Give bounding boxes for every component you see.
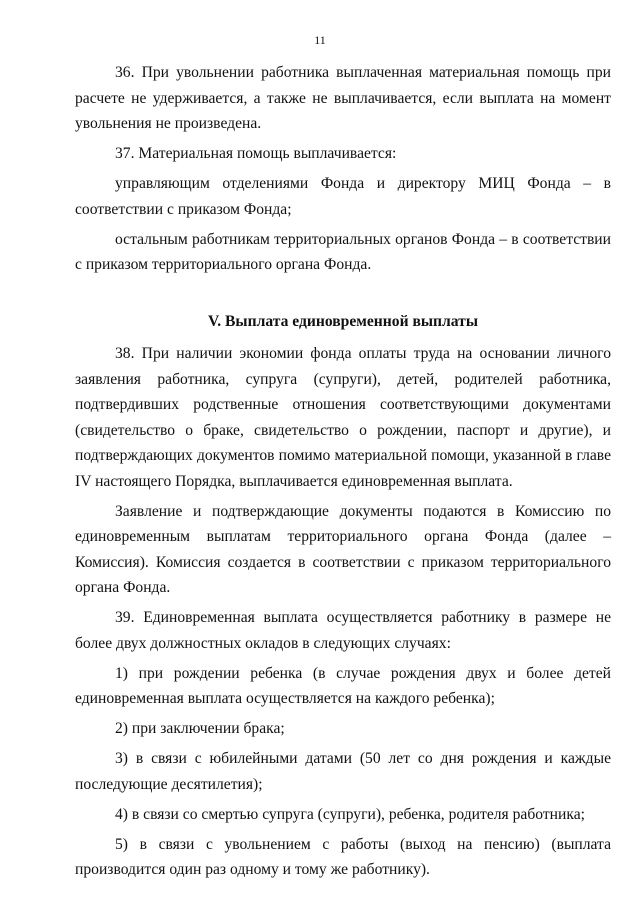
paragraph-38-application: Заявление и подтверждающие документы подаются в Комиссию по единовременным выплатам территориального органа Фонда (далее – Комиссия). Комиссия создается в соответствии с приказом территориального органа Фонда. (75, 502, 611, 596)
section-heading: V. Выплата единовременной выплаты (207, 312, 479, 330)
paragraph-39: 39. Единовременная выплата осуществляется работнику в размере не более двух должностных окладов в следующих случаях: (75, 609, 611, 652)
paragraph-36: 36. При увольнении работника выплаченная материальная помощь при расчете не удерживается, а также не выплачивается, если выплата на момент увольнения не произведена. (75, 64, 611, 132)
paragraph-37: 37. Материальная помощь выплачивается: (115, 145, 397, 162)
page-number: 11 (314, 33, 326, 47)
paragraph-39-item-1: 1) при рождении ребенка (в случае рождения двух и более детей единовременная выплата осуществляется на каждого ребенка); (75, 664, 611, 707)
paragraph-39-item-2: 2) при заключении брака; (115, 720, 285, 737)
paragraph-37-item-1: управляющим отделениями Фонда и директору МИЦ Фонда – в соответствии с приказом Фонда; (75, 175, 611, 218)
document-body (75, 60, 611, 883)
paragraph-37-item-2: остальным работникам территориальных органов Фонда – в соответствии с приказом территориального органа Фонда. (75, 230, 611, 273)
paragraph-39-item-4: 4) в связи со смертью супруга (супруги), ребенка, родителя работника; (115, 805, 585, 823)
paragraph-38: 38. При наличии экономии фонда оплаты труда на основании личного заявления работника, супруга (супруги), детей, родителей работника, подтвердивших родственные отношения соответствующими документами (свидетельство о браке, свидетельство о рождении, паспорт и другие), и подтверждающих документов помимо материальной помощи, указанной в главе IV настоящего Порядка, выплачивается единовременная выплата. (75, 345, 611, 490)
paragraph-39-item-5: 5) в связи с увольнением с работы (выход на пенсию) (выплата производится один раз одному и тому же работнику). (75, 835, 611, 878)
paragraph-39-item-3: 3) в связи с юбилейными датами (50 лет со дня рождения и каждые последующие десятилетия); (75, 750, 611, 793)
